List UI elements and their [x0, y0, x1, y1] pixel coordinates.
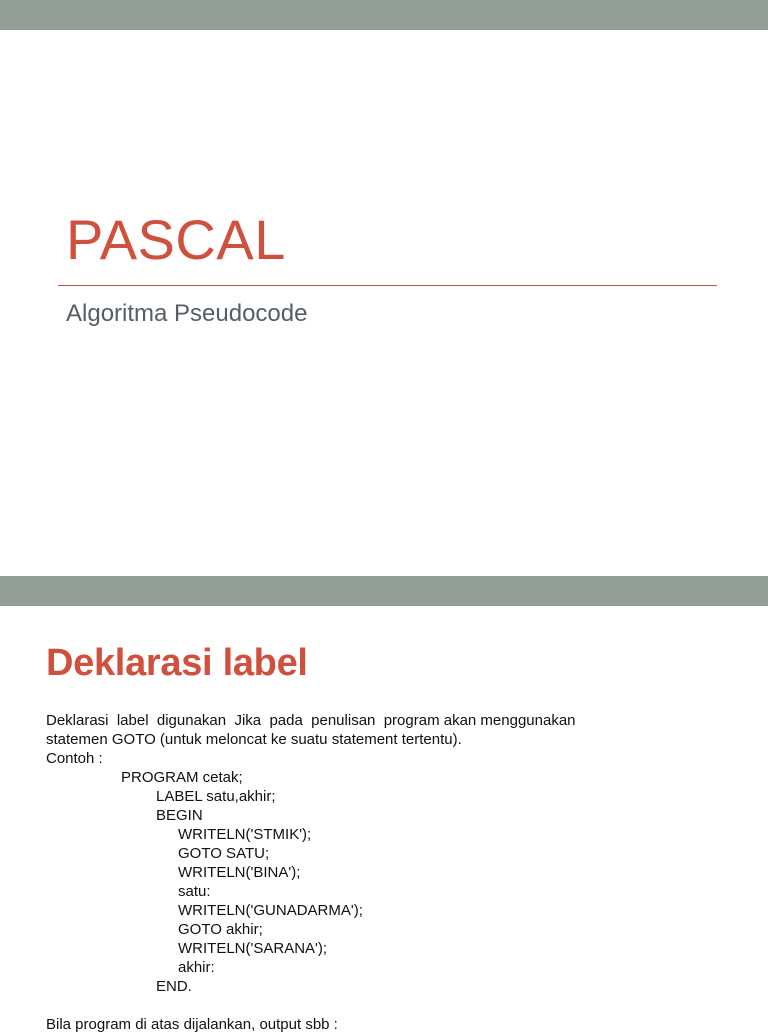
code-line: WRITELN('BINA');	[178, 864, 301, 881]
top-divider-band	[0, 0, 768, 30]
code-line: GOTO SATU;	[178, 845, 270, 862]
section-heading: Deklarasi label	[46, 642, 308, 684]
code-line: END.	[156, 978, 192, 995]
code-line: satu:	[178, 883, 211, 900]
title-underline	[58, 285, 717, 286]
code-line: PROGRAM cetak;	[121, 769, 243, 786]
slide-separator-band	[0, 576, 768, 606]
example-label: Contoh :	[46, 750, 103, 767]
output-intro-line: Bila program di atas dijalankan, output sbb :	[46, 1016, 338, 1033]
code-line: WRITELN('SARANA');	[178, 940, 328, 957]
slide-title: PASCAL	[66, 208, 286, 271]
paragraph-line: Deklarasi label digunakan Jika pada penulisan program akan menggunakan	[46, 712, 576, 729]
code-line: LABEL satu,akhir;	[156, 788, 276, 805]
paragraph-line: statemen GOTO (untuk meloncat ke suatu statement tertentu).	[46, 731, 462, 748]
code-line: akhir:	[178, 959, 215, 976]
code-line: BEGIN	[156, 807, 203, 824]
code-line: GOTO akhir;	[178, 921, 263, 938]
slide-subtitle: Algoritma Pseudocode	[66, 300, 308, 327]
code-line: WRITELN('GUNADARMA');	[178, 902, 363, 919]
code-line: WRITELN('STMIK');	[178, 826, 312, 843]
